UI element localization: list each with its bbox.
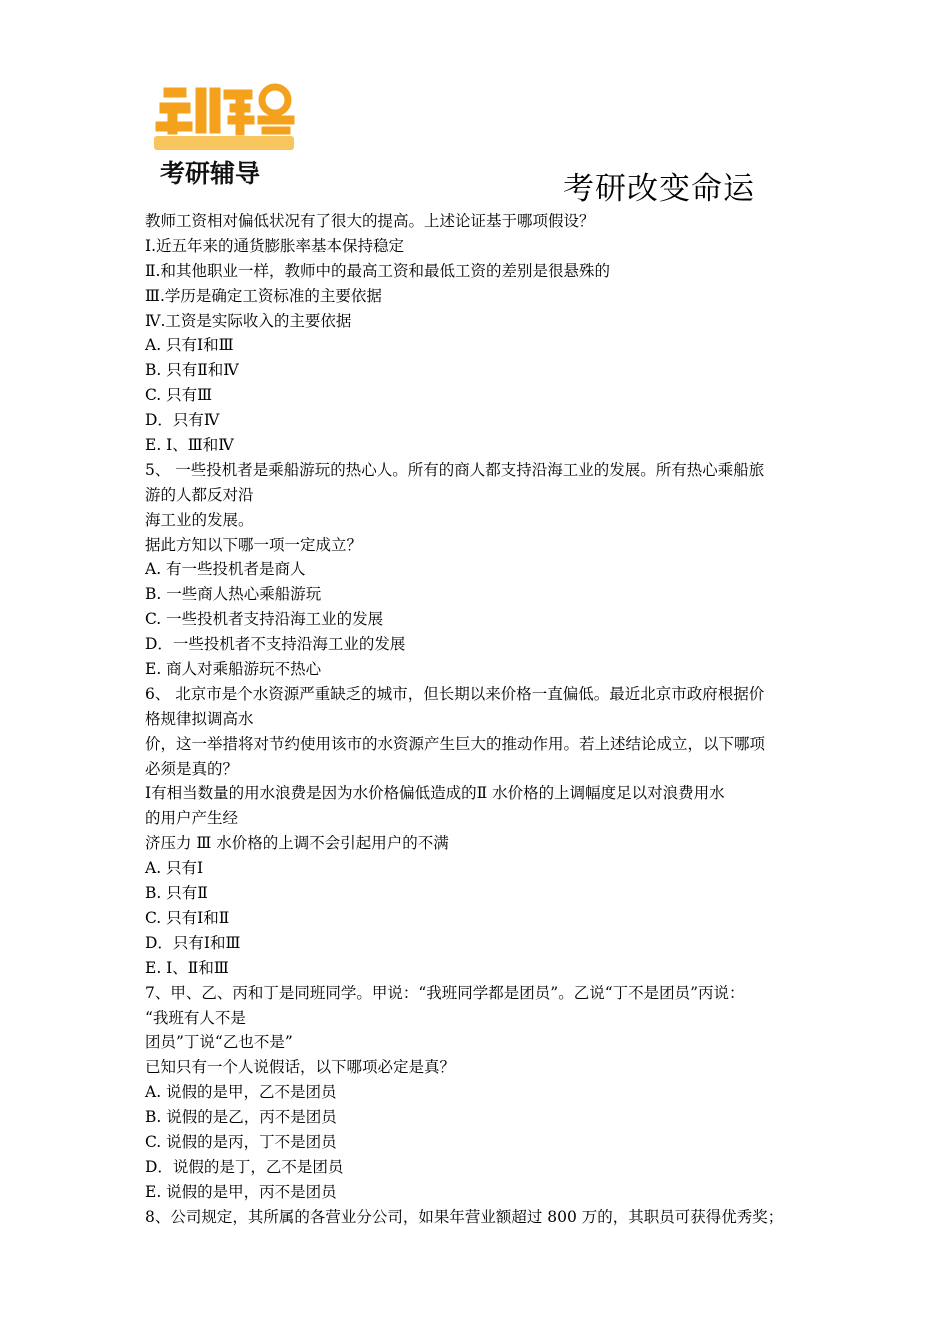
text-line: B. 只有Ⅱ [145,884,208,903]
text-line: 据此方知以下哪一项一定成立？ [145,535,363,554]
text-line: 团员”丁说“乙也不是” [145,1033,293,1052]
text-line: C. 说假的是丙，丁不是团员 [145,1132,337,1151]
text-line: 已知只有一个人说假话，以下哪项必定是真？ [145,1058,456,1077]
text-line: A. 有一些投机者是商人 [145,560,306,579]
text-line: 8、公司规定，其所属的各营业分公司，如果年营业额超过 800 万的，其职员可获得优秀奖； [145,1207,784,1226]
text-line: A. 说假的是甲，乙不是团员 [145,1083,337,1102]
text-line: “我班有人不是 [145,1008,246,1027]
text-line: Ⅲ.学历是确定工资标准的主要依据 [145,286,382,305]
text-line: C. 只有Ⅰ和Ⅱ [145,908,230,927]
text-line: B. 说假的是乙，丙不是团员 [145,1108,337,1127]
text-line: Ⅳ.工资是实际收入的主要依据 [145,311,352,330]
text-line: D．说假的是丁，乙不是团员 [145,1157,344,1176]
text-line: D．一些投机者不支持沿海工业的发展 [145,635,406,654]
text-line: B. 只有Ⅱ和Ⅳ [145,361,239,380]
text-line: A. 只有Ⅰ和Ⅲ [145,336,234,355]
logo-graphic [150,78,300,196]
text-line: 的用户产生经 [145,809,239,828]
text-line: D．只有Ⅰ和Ⅲ [145,933,241,952]
slogan: 考研改变命运 [563,171,755,207]
text-line: B. 一些商人热心乘船游玩 [145,585,322,604]
text-line: C. 只有Ⅲ [145,386,213,405]
text-line: 格规律拟调高水 [145,709,254,728]
document-body [145,209,813,1230]
text-line: Ⅱ.和其他职业一样，教师中的最高工资和最低工资的差别是很悬殊的 [145,261,610,280]
text-line: E. Ⅰ、Ⅲ和Ⅳ [145,436,234,455]
logo-subtitle: 考研辅导 [160,159,261,188]
text-line: 教师工资相对偏低状况有了很大的提高。上述论证基于哪项假设？ [145,212,595,230]
text-line: Ⅰ有相当数量的用水浪费是因为水价格偏低造成的Ⅱ 水价格的上调幅度足以对浪费用水 [145,784,725,803]
text-line: C. 一些投机者支持沿海工业的发展 [145,610,384,629]
text-line: 必须是真的？ [145,759,239,778]
text-line: 海工业的发展。 [145,510,254,529]
text-line: 济压力 Ⅲ 水价格的上调不会引起用户的不满 [145,834,449,853]
text-line: 7、甲、乙、丙和丁是同班同学。甲说：“我班同学都是团员”。乙说“丁不是团员”丙说： [145,983,745,1002]
text-line: E. 商人对乘船游玩不热心 [145,660,322,679]
logo [150,78,300,196]
text-line: 价，这一举措将对节约使用该市的水资源产生巨大的推动作用。若上述结论成立，以下哪项 [145,734,766,753]
text-line: D．只有Ⅳ [145,411,220,430]
text-line: 6、 北京市是个水资源严重缺乏的城市，但长期以来价格一直偏低。最近北京市政府根据价 [145,684,765,703]
text-line: 游的人都反对沿 [145,485,254,504]
text-line: E. Ⅰ、Ⅱ和Ⅲ [145,958,229,977]
text-line: 5、 一些投机者是乘船游玩的热心人。所有的商人都支持沿海工业的发展。所有热心乘船旅 [145,460,765,479]
text-line: Ⅰ.近五年来的通货膨胀率基本保持稳定 [145,236,405,255]
text-line: A. 只有Ⅰ [145,859,204,878]
text-line: E. 说假的是甲，丙不是团员 [145,1182,337,1201]
